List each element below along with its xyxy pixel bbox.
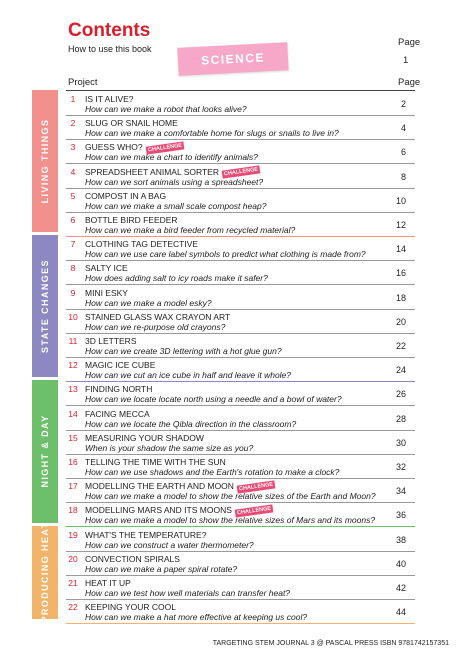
project-number: 19 bbox=[68, 529, 78, 540]
project-question: How can we create 3D lettering with a hot glue gun? bbox=[85, 346, 282, 356]
project-page-number: 16 bbox=[395, 268, 406, 279]
project-title-text: MODELLING MARS AND ITS MOONS bbox=[85, 505, 232, 516]
project-number: 6 bbox=[70, 215, 76, 225]
project-number: 20 bbox=[68, 553, 78, 564]
project-page-number: 30 bbox=[395, 437, 406, 448]
table-row[interactable] bbox=[66, 599, 415, 624]
project-question: How can we make a hat more effective at keeping us cool? bbox=[85, 612, 308, 623]
table-row[interactable] bbox=[66, 478, 415, 503]
table-row[interactable] bbox=[66, 357, 415, 382]
section-label: LIVING THINGS bbox=[40, 118, 50, 204]
project-number: 16 bbox=[68, 457, 78, 467]
project-page-number: 8 bbox=[400, 171, 406, 182]
project-title-text: COMPOST IN A BAG bbox=[85, 190, 167, 201]
project-column-header: Project bbox=[68, 77, 98, 88]
section-tab-night-day bbox=[32, 380, 58, 522]
project-title bbox=[85, 312, 230, 322]
project-number: 13 bbox=[68, 384, 78, 395]
project-question: When is your shadow the same size as you? bbox=[85, 442, 254, 453]
project-title bbox=[85, 142, 184, 152]
table-row[interactable] bbox=[66, 260, 415, 285]
project-question: How can we use care label symbols to predict what clothing is made from? bbox=[85, 249, 366, 260]
project-page-number: 34 bbox=[395, 486, 406, 497]
project-title-text: CONVECTION SPIRALS bbox=[85, 553, 180, 564]
project-number: 2 bbox=[70, 118, 76, 129]
challenge-badge: CHALLENGE bbox=[145, 142, 184, 155]
project-page-number: 6 bbox=[400, 147, 406, 158]
project-title bbox=[85, 239, 198, 249]
project-title bbox=[85, 191, 166, 201]
table-row[interactable] bbox=[66, 333, 415, 358]
page-title: Contents bbox=[68, 20, 151, 41]
project-page-number: 18 bbox=[395, 292, 406, 303]
project-title-text: MEASURING YOUR SHADOW bbox=[85, 432, 204, 443]
project-number: 5 bbox=[70, 190, 76, 201]
project-question: How can we make a comfortable home for slugs or snails to live in? bbox=[85, 128, 339, 139]
project-title bbox=[85, 118, 178, 128]
project-title bbox=[85, 578, 131, 588]
table-row[interactable] bbox=[66, 91, 415, 116]
project-title bbox=[85, 215, 178, 225]
table-row[interactable] bbox=[66, 212, 415, 237]
project-page-number: 32 bbox=[395, 462, 406, 472]
table-row[interactable] bbox=[66, 406, 415, 431]
project-title bbox=[85, 433, 204, 443]
project-number: 15 bbox=[68, 432, 78, 443]
table-row[interactable] bbox=[66, 188, 415, 213]
project-title-text: MINI ESKY bbox=[85, 287, 128, 298]
project-title-text: MODELLING THE EARTH AND MOON bbox=[85, 481, 234, 492]
project-page-number: 42 bbox=[395, 583, 406, 593]
project-title bbox=[85, 288, 128, 298]
project-page-number: 22 bbox=[395, 341, 406, 351]
project-title-text: FACING MECCA bbox=[85, 408, 150, 419]
section-tab-living-things bbox=[32, 90, 58, 232]
project-title-text: SPREADSHEET ANIMAL SORTER bbox=[85, 166, 219, 177]
project-page-number: 14 bbox=[395, 244, 406, 255]
project-title-text: 3D LETTERS bbox=[85, 336, 137, 346]
project-page-number: 10 bbox=[395, 195, 406, 206]
project-title bbox=[85, 409, 150, 419]
project-number: 1 bbox=[70, 94, 76, 104]
project-question: How does adding salt to icy roads make it safer? bbox=[85, 273, 268, 284]
project-title-text: KEEPING YOUR COOL bbox=[85, 602, 177, 613]
project-page-number: 24 bbox=[395, 365, 406, 376]
project-question: How can we locate the Qibla direction in the classroom? bbox=[85, 418, 297, 429]
project-title-text: IS IT ALIVE? bbox=[85, 94, 134, 104]
project-number: 8 bbox=[70, 263, 76, 274]
project-number: 21 bbox=[68, 578, 78, 588]
project-question: How can we construct a water thermometer? bbox=[85, 539, 254, 550]
project-number: 18 bbox=[68, 505, 78, 516]
project-question: How can we re-purpose old crayons? bbox=[85, 321, 226, 332]
how-to-page-number: 1 bbox=[403, 55, 409, 66]
project-page-number: 26 bbox=[395, 389, 406, 400]
project-number: 22 bbox=[68, 602, 78, 613]
project-title bbox=[85, 384, 152, 394]
project-page-number: 28 bbox=[395, 413, 406, 424]
project-title-text: WHAT'S THE TEMPERATURE? bbox=[85, 529, 207, 540]
project-number: 3 bbox=[70, 142, 76, 153]
project-number: 17 bbox=[68, 481, 78, 492]
project-title bbox=[85, 602, 176, 612]
challenge-badge: CHALLENGE bbox=[237, 480, 276, 493]
project-question: How can we make a small scale compost heap? bbox=[85, 200, 267, 211]
project-title-text: CLOTHING TAG DETECTIVE bbox=[85, 239, 199, 250]
project-title bbox=[85, 554, 180, 564]
table-row[interactable] bbox=[66, 454, 415, 479]
project-number: 10 bbox=[68, 311, 78, 322]
project-page-number: 4 bbox=[400, 123, 406, 134]
table-row[interactable] bbox=[66, 430, 415, 455]
section-label: NIGHT & DAY bbox=[40, 414, 50, 489]
challenge-badge: CHALLENGE bbox=[235, 505, 274, 518]
section-tab-state-changes bbox=[32, 235, 58, 377]
project-question: How can we sort animals using a spreadsheet? bbox=[85, 176, 264, 187]
project-number: 12 bbox=[68, 360, 78, 371]
table-row[interactable] bbox=[66, 236, 415, 261]
project-question: How can we make a bird feeder from recycled material? bbox=[85, 225, 296, 235]
project-number: 4 bbox=[70, 166, 76, 177]
project-question: How can we make a model to show the relative sizes of the Earth and Moon? bbox=[85, 491, 376, 502]
project-number: 9 bbox=[70, 287, 76, 298]
how-to-use-link[interactable]: How to use this book bbox=[68, 44, 152, 54]
project-title-text: TELLING THE TIME WITH THE SUN bbox=[85, 457, 226, 467]
project-question: How can we cut an ice cube in half and leave it whole? bbox=[85, 370, 292, 381]
project-title-text: GUESS WHO? bbox=[85, 142, 143, 153]
project-title bbox=[85, 263, 128, 273]
table-row[interactable] bbox=[66, 575, 415, 600]
table-row[interactable] bbox=[66, 285, 415, 310]
project-title-text: SLUG OR SNAIL HOME bbox=[85, 118, 178, 129]
project-title bbox=[85, 505, 273, 515]
project-title-text: MAGIC ICE CUBE bbox=[85, 360, 156, 371]
project-title bbox=[85, 167, 260, 177]
project-title bbox=[85, 360, 155, 370]
project-question: How can we make a chart to identify animals? bbox=[85, 152, 258, 163]
table-row[interactable] bbox=[66, 309, 415, 334]
page-column-header-top: Page bbox=[398, 37, 421, 48]
table-row[interactable] bbox=[66, 551, 415, 576]
table-row[interactable] bbox=[66, 381, 415, 406]
section-label: PRODUCING HEAT bbox=[40, 522, 50, 623]
project-number: 14 bbox=[68, 408, 78, 419]
project-page-number: 38 bbox=[395, 534, 406, 545]
project-number: 7 bbox=[70, 239, 76, 250]
table-row[interactable] bbox=[66, 164, 415, 189]
project-page-number: 12 bbox=[395, 220, 406, 230]
project-question: How can we make a model esky? bbox=[85, 297, 212, 308]
project-question: How can we make a model to show the relative sizes of Mars and its moons? bbox=[85, 515, 376, 526]
project-page-number: 20 bbox=[395, 316, 406, 327]
project-title-text: STAINED GLASS WAX CRAYON ART bbox=[85, 311, 231, 322]
project-number: 11 bbox=[68, 336, 78, 346]
project-title-text: HEAT IT UP bbox=[85, 578, 131, 588]
project-title bbox=[85, 457, 226, 467]
project-title bbox=[85, 336, 137, 346]
page-column-header: Page bbox=[398, 77, 421, 88]
project-title bbox=[85, 94, 134, 104]
section-tab-producing-heat bbox=[32, 522, 58, 623]
project-page-number: 2 bbox=[400, 99, 406, 109]
project-question: How can we test how well materials can transfer heat? bbox=[85, 588, 291, 598]
project-title bbox=[85, 481, 275, 491]
project-title bbox=[85, 530, 206, 540]
project-question: How can we make a paper spiral rotate? bbox=[85, 563, 238, 574]
section-label: STATE CHANGES bbox=[40, 259, 50, 354]
table-row[interactable] bbox=[66, 502, 415, 527]
table-row[interactable] bbox=[66, 527, 415, 552]
project-question: How can we use shadows and the Earth's rotation to make a clock? bbox=[85, 467, 340, 477]
table-row[interactable] bbox=[66, 115, 415, 140]
project-question: How can we locate locate north using a needle and a bowl of water? bbox=[85, 394, 342, 405]
challenge-badge: CHALLENGE bbox=[222, 166, 261, 179]
science-banner: SCIENCE bbox=[177, 42, 288, 76]
project-title-text: BOTTLE BIRD FEEDER bbox=[85, 215, 178, 225]
table-row[interactable] bbox=[66, 139, 415, 164]
project-title-text: FINDING NORTH bbox=[85, 384, 153, 395]
project-page-number: 40 bbox=[395, 558, 406, 569]
project-page-number: 44 bbox=[395, 607, 406, 618]
footer-credit: TARGETING STEM JOURNAL 3 @ PASCAL PRESS ISBN 9781742157351 bbox=[212, 640, 449, 647]
project-page-number: 36 bbox=[395, 510, 406, 521]
project-title-text: SALTY ICE bbox=[85, 263, 128, 274]
project-question: How can we make a robot that looks alive? bbox=[85, 104, 247, 114]
